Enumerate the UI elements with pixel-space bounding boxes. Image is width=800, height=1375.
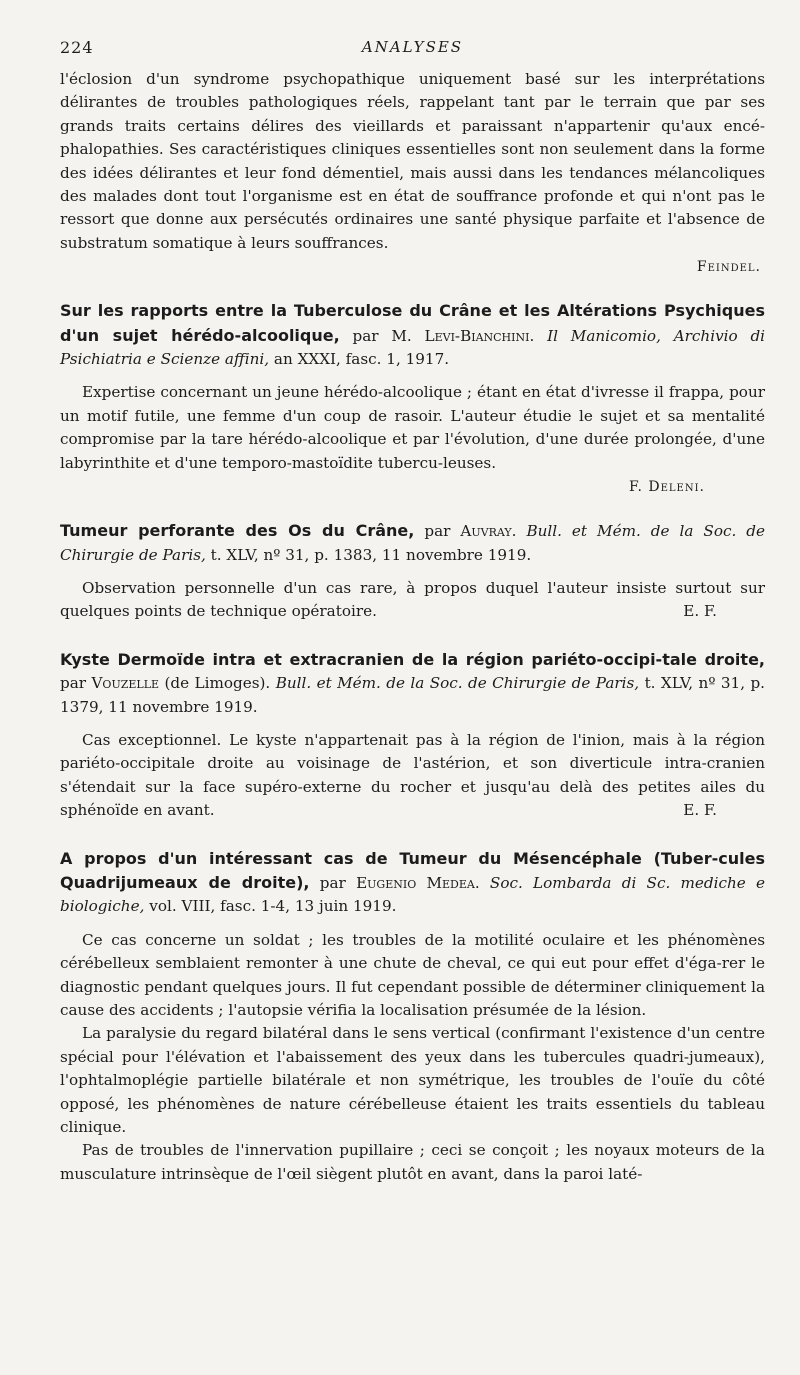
- author-prefix: par M.: [352, 326, 412, 345]
- article-author: Vouzelle: [91, 674, 160, 693]
- article-paragraph: [60, 729, 765, 823]
- article-affiliation: (de Limoges).: [164, 674, 271, 693]
- article-author: Levi-Bianchini.: [424, 326, 535, 345]
- author-prefix: par: [319, 873, 346, 892]
- article-source: Il Manicomio, Archivio di Psichiatria e Scienze affini,: [60, 326, 766, 369]
- article-details: vol. VIII, fasc. 1-4, 13 juin 1919.: [149, 897, 397, 916]
- article-author: Auvray.: [460, 522, 517, 541]
- article-paragraph: Pas de troubles de l'innervation pupillaire ; ceci se conçoit ; les noyaux moteurs de la musculature intrinsèque de l'œil siègent plutôt en avant, dans la paroi laté-: [60, 1141, 765, 1183]
- page: [60, 38, 765, 1186]
- article-paragraph-text: Observation personnelle d'un cas rare, à propos duquel l'auteur insiste surtout sur quelques points de technique opératoire.: [60, 578, 765, 621]
- article-paragraph: [60, 577, 765, 624]
- running-title: ANALYSES: [361, 38, 464, 56]
- article-title: A propos d'un intéressant cas de Tumeur du Mésencéphale (Tuber-cules Quadrijumeaux de droite),: [60, 848, 765, 892]
- article-source: Bull. et Mém. de la Soc. de Chirurgie de Paris,: [275, 674, 640, 693]
- article-heading: [60, 519, 765, 567]
- article-signature: E. F.: [683, 602, 717, 621]
- article-paragraph: Ce cas concerne un soldat ; les troubles de la motilité oculaire et les phénomènes cérébelleux semblaient remonter à une chute de cheval, ce qui eut pour effet d'éga-rer le diagnostic pendant quelques jours. Il fut cependant possible de déterminer cliniquement la cause des accidents ; l'autopsie vérifia la localisation présumée de la lésion.: [60, 930, 765, 1019]
- intro-signature: Feindel.: [696, 259, 761, 276]
- author-prefix: par: [60, 674, 87, 693]
- article-title: Sur les rapports entre la Tuberculose du Crâne et les Altérations Psychiques d'un sujet hérédo-alcoolique,: [60, 301, 765, 345]
- running-head: [60, 38, 765, 68]
- article-details: t. XLV, nº 31, p. 1383, 11 novembre 1919.: [210, 545, 532, 564]
- article-paragraph-text: Cas exceptionnel. Le kyste n'appartenait pas à la région de l'inion, mais à la région pariéto-occipitale droite au voisinage de l'astérion, et son diverticule intra-cranien s'étendait sur la face supéro-externe du rocher et jusqu'au delà des petites ailes du sphénoïde en avant.: [60, 730, 765, 820]
- article-details: an XXXI, fasc. 1, 1917.: [273, 350, 450, 369]
- article: [60, 648, 765, 823]
- article-paragraph: Expertise concernant un jeune hérédo-alcoolique ; étant en état d'ivresse il frappa, pour un motif futile, une femme d'un coup de rasoir. L'auteur étudie le sujet et sa mentalité compromise par la tare hérédo-alcoolique et par l'évolution, d'une durée prolongée, d'une labyrinthite et d'une temporo-mastoïdite tubercu-leuses.: [60, 383, 765, 472]
- article: [60, 299, 765, 495]
- article-paragraph: La paralysie du regard bilatéral dans le sens vertical (confirmant l'existence d'un centre spécial pour l'élévation et l'abaissement des yeux dans les tubercules quadri-jumeaux), l'ophtalmoplégie partielle bilatérale et non symétrique, les troubles de l'ouïe du côté opposé, les phénomènes de nature cérébelleuse étaient les traits essentiels du tableau clinique.: [60, 1024, 765, 1137]
- article-heading: [60, 299, 765, 371]
- article-source: Soc. Lombarda di Sc. mediche e biologiche,: [60, 873, 766, 916]
- article-signature: E. F.: [683, 801, 717, 820]
- article-signature: F. Deleni.: [628, 479, 705, 496]
- article-source: Bull. et Mém. de la Soc. de Chirurgie de Paris,: [60, 522, 766, 564]
- author-prefix: par: [424, 522, 451, 541]
- article-title: Tumeur perforante des Os du Crâne,: [60, 521, 415, 541]
- article-title: Kyste Dermoïde intra et extracranien de la région pariéto-occipi-tale droite,: [60, 649, 765, 669]
- intro-paragraph: l'éclosion d'un syndrome psychopathique uniquement basé sur les interprétations délirantes de troubles pathologiques réels, rappelant tant par le terrain que par ses grands traits certains délires des vieillards et paraissant n'appartenir qu'aux encé-phalopathies. Ses caractéristiques cliniques essentielles sont non seulement dans la forme des idées délirantes et leur fond démentiel, mais aussi dans les tendances mélancoliques des malades dont tout l'organisme est en état de souffrance profonde et qui n'ont pas le ressort que donne aux persécutés ordinaires une santé physique parfaite et l'absence de substratum somatique à leurs souffrances.: [60, 70, 765, 252]
- article-author: Eugenio Medea.: [356, 873, 480, 892]
- article: [60, 519, 765, 624]
- page-number: 224: [60, 38, 94, 57]
- article-heading: [60, 847, 765, 919]
- article-heading: [60, 648, 765, 719]
- article-details: t. XLV, nº 31, p. 1379, 11 novembre 1919.: [60, 674, 766, 716]
- article: [60, 847, 765, 1187]
